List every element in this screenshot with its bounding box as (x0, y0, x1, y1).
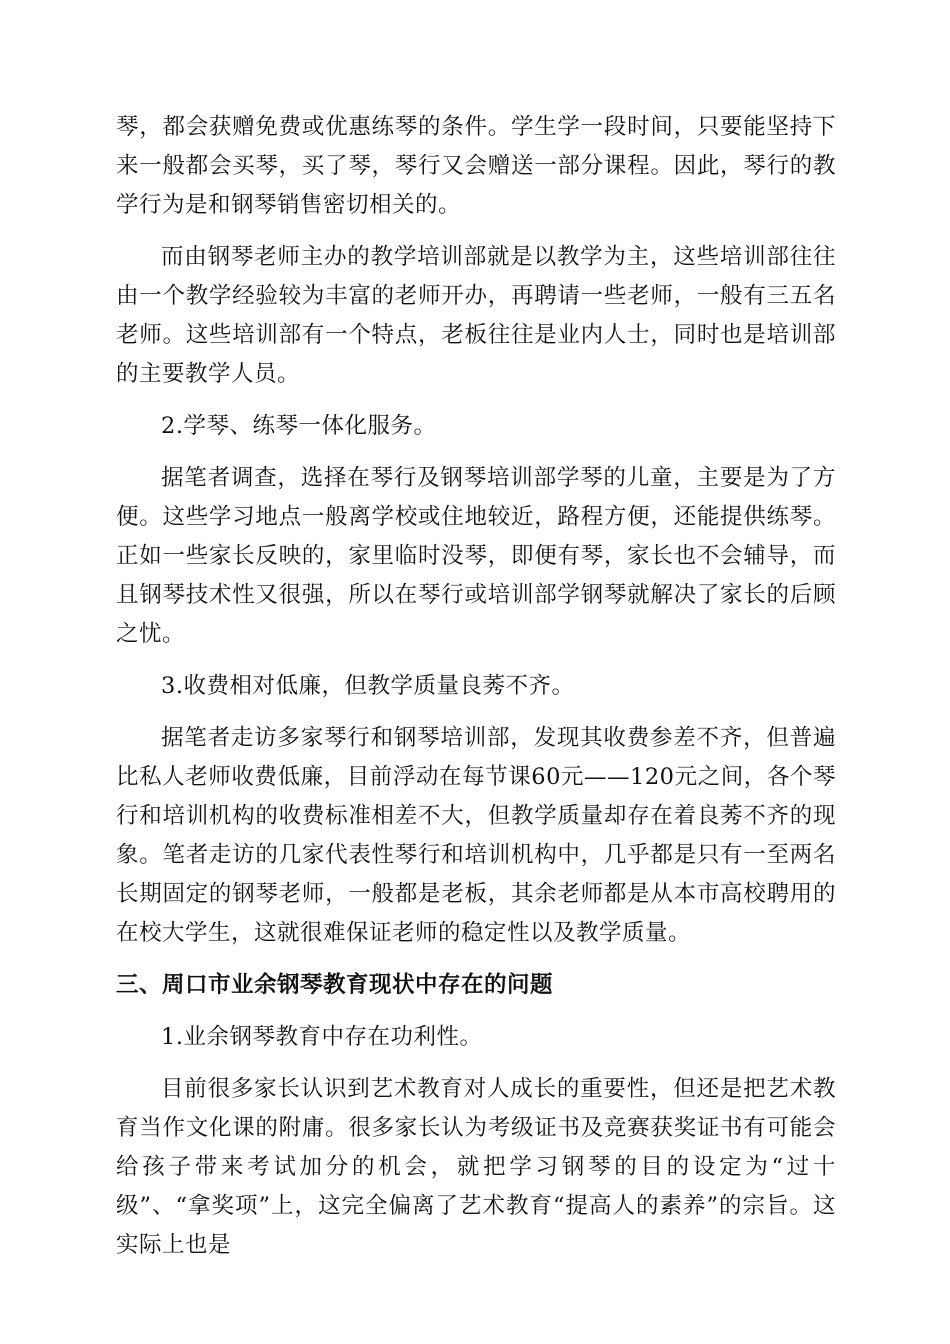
list-item-fees: 3.收费相对低廉，但教学质量良莠不齐。 (161, 673, 575, 699)
paragraph-continuation: 琴，都会获赠免费或优惠练琴的条件。学生学一段时间，只要能坚持下来一般都会买琴，买了琴，琴行又会赠送一部分课程。因此，琴行的教学行为是和钢琴销售密切相关的。 (116, 114, 836, 218)
paragraph-survey: 据笔者调查，选择在琴行及钢琴培训部学琴的儿童，主要是为了方便。这些学习地点一般离学校或住地较近，路程方便，还能提供练琴。正如一些家长反映的，家里临时没琴，即便有琴，家长也不会辅导，而且钢琴技术性又很强，所以在琴行或培训部学钢琴就解决了家长的后顾之忧。 (116, 465, 836, 647)
section-heading: 三、周口市业余钢琴教育现状中存在的问题 (116, 972, 554, 998)
list-item-utilitarian: 1.业余钢琴教育中存在功利性。 (161, 1024, 483, 1050)
paragraph-fee-survey: 据笔者走访多家琴行和钢琴培训部，发现其收费参差不齐，但普遍比私人老师收费低廉，目前浮动在每节课60元——120元之间，各个琴行和培训机构的收费标准相差不大，但教学质量却存在着良莠不齐的现象。笔者走访的几家代表性琴行和培训机构中，几乎都是只有一至两名长期固定的钢琴老师，一般都是老板，其余老师都是从本市高校聘用的在校大学生，这就很难保证老师的稳定性以及教学质量。 (116, 725, 836, 946)
document-body (116, 108, 836, 1278)
list-item-integrated-service: 2.学琴、练琴一体化服务。 (161, 413, 437, 439)
paragraph-training-department: 而由钢琴老师主办的教学培训部就是以教学为主，这些培训部往往由一个教学经验较为丰富的老师开办，再聘请一些老师，一般有三五名老师。这些培训部有一个特点，老板往往是业内人士，同时也是培训部的主要教学人员。 (116, 244, 836, 387)
paragraph-art-education: 目前很多家长认识到艺术教育对人成长的重要性，但还是把艺术教育当作文化课的附庸。很多家长认为考级证书及竞赛获奖证书有可能会给孩子带来考试加分的机会，就把学习钢琴的目的设定为“过十级”、“拿奖项”上，这完全偏离了艺术教育“提高人的素养”的宗旨。这实际上也是 (116, 1076, 836, 1258)
